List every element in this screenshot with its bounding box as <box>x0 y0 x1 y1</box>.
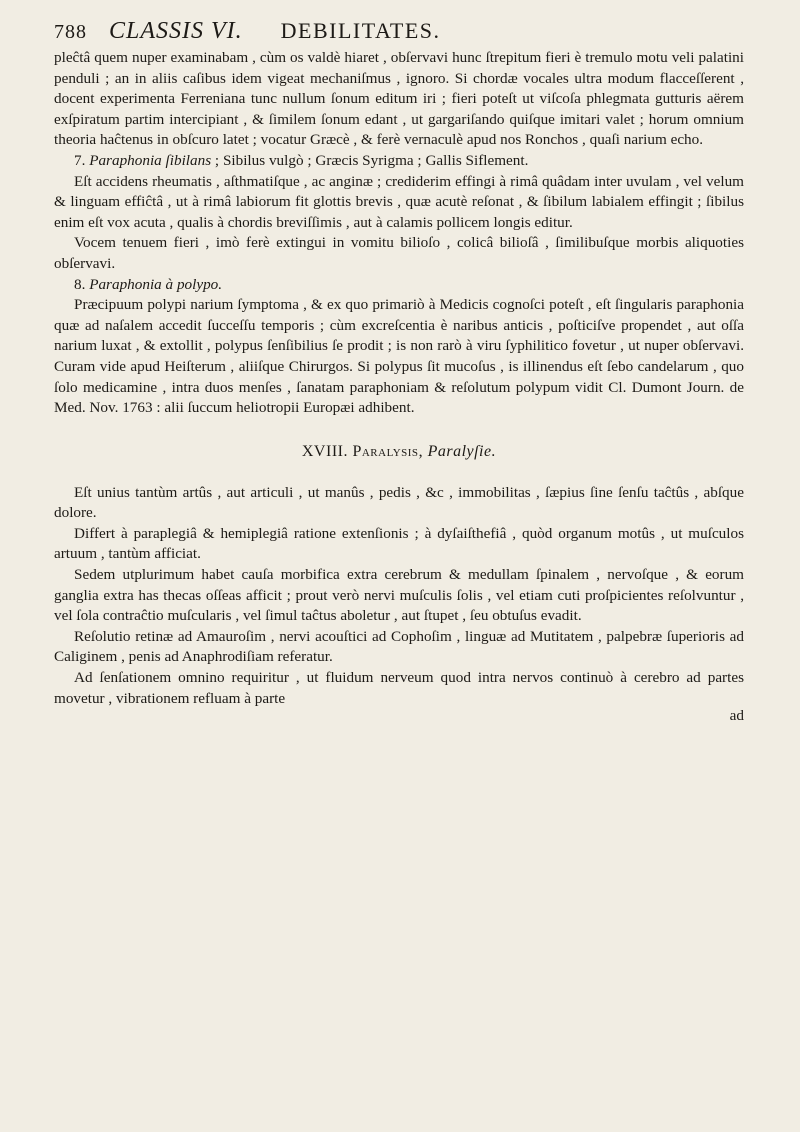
section-number: XVIII. <box>301 442 348 460</box>
paragraph: pleĉtâ quem nuper examinabam , cùm os valdè hiaret , obſervavi hunc ſtrepitum fieri è tremulo motu veli palatini penduli ; an in aliis caſibus idem vigeat mechaniſmus , ignoro. Si chordæ vocales ultra modum flacceſſerent , docent experimenta Ferreniana tunc nullum ſonum editum iri ; fieri poteſt ut viſcoſa phlegmata gutturis aërem exſpiratum partim intercipiant , & ſimilem ſonum edant , ut gargariſando quiſque imitari valet ; horum omnium theoria haĉtenus in obſcuro latet ; vocatur Græcè , & ferè vernaculè apud nos Ronchos , quaſi narium echo. <box>54 49 744 149</box>
subheading-number: 7. <box>74 151 86 169</box>
section-name: Paralysis <box>352 442 419 460</box>
paragraph: Ad ſenſationem omnino requiritur , ut fluidum nerveum quod intra nervos continuò à cerebro ad partes movetur , vibrationem refluam à parte <box>54 669 744 707</box>
paragraph: Reſolutio retinæ ad Amauroſim , nervi acouſtici ad Cophoſim , linguæ ad Mutitatem , palpebræ ſuperioris ad Caliginem , penis ad Anaphrodiſiam referatur. <box>54 627 744 666</box>
section-heading: XVIII. Paralysis, Paralyſie. <box>301 442 497 460</box>
subheading-title: Paraphonia ſibilans <box>89 151 212 169</box>
paragraph: Vocem tenuem fieri , imò ferè extingui in vomitu bilioſo , colicâ bilioſâ , ſimilibuſque morbis aliquoties obſervavi. <box>54 234 744 272</box>
paragraph: Differt à paraplegiâ & hemiplegiâ ratione extenſionis ; à dyſaiſthefiâ , quòd organum motûs , ut muſculos artuum , tantùm afficiat. <box>54 524 744 563</box>
subheading-rest: ; Sibilus vulgò ; Græcis Syrigma ; Gallis Siflement. <box>214 151 529 169</box>
subheading-title: Paraphonia à polypo. <box>89 275 223 293</box>
running-header <box>54 18 744 48</box>
paragraph: Eſt unius tantùm artûs , aut articuli , ut manûs , pedis , &c , immobilitas , ſæpius ſine ſenſu taĉtûs , abſque dolore. <box>54 483 744 522</box>
paragraph: Eſt accidens rheumatis , aſthmatiſque , ac anginæ ; crediderim effingi à rimâ quâdam inter uvulam , vel velum & linguam effiĉtâ , ut à rimâ labiorum fit glottis brevis , quæ acutè reſonat , & ſibilum labialem effingit ; ſibilus enim eſt vox acuta , qualis à chordis breviſſimis , aut à calamis pollicem longis editur. <box>54 172 744 231</box>
section-alt-name: Paralyſie. <box>427 442 497 460</box>
body-text-bottom <box>54 483 744 710</box>
catchword: ad <box>729 707 744 725</box>
subheading-number: 8. <box>74 275 86 293</box>
paragraph: Sedem utplurimum habet cauſa morbifica extra cerebrum & medullam ſpinalem , nervoſque , & eorum ganglia extra has thecas oſſeas afficit ; prout verò nervi muſculis ſolis , vel etiam cuti proſpicientes reſolvuntur , vel ſola contraĉtio muſcularis , vel ſimul taĉtus aboletur , aut ſtupet , ſeu obtuſus evadit. <box>54 566 744 625</box>
body-text-top <box>54 48 744 419</box>
paragraph: Præcipuum polypi narium ſymptoma , & ex quo primariò à Medicis cognoſci poteſt , eſt ſingularis paraphonia quæ ad naſalem accedit ſucceſſu temporis ; cùm excreſcentia è naribus anticis , poſticiſve propendet , aut oſſa narium luxat , & extollit , polypus ſenſibilius ſe prodit ; is non rarò à viru ſyphilitico fovetur , ut nuper obſervavi. Curam vide apud Heiſterum , aliiſque Chirurgos. Si polypus ſit mucoſus , is illinendus eſt ſebo candelarum , quo ſolo medicamine , intra duos menſes , ſanatam paraphoniam & reſolutum polypum vidit Cl. Dumont Journ. de Med. Nov. 1763 : alii ſuccum heliotropii Europæi adhibent. <box>54 296 744 417</box>
page-number: 788 <box>54 21 87 43</box>
subheading-7 <box>54 151 744 172</box>
classis-heading: CLASSIS VI. <box>109 18 243 44</box>
running-title: DEBILITATES. <box>280 18 441 43</box>
subheading-8 <box>54 275 744 296</box>
